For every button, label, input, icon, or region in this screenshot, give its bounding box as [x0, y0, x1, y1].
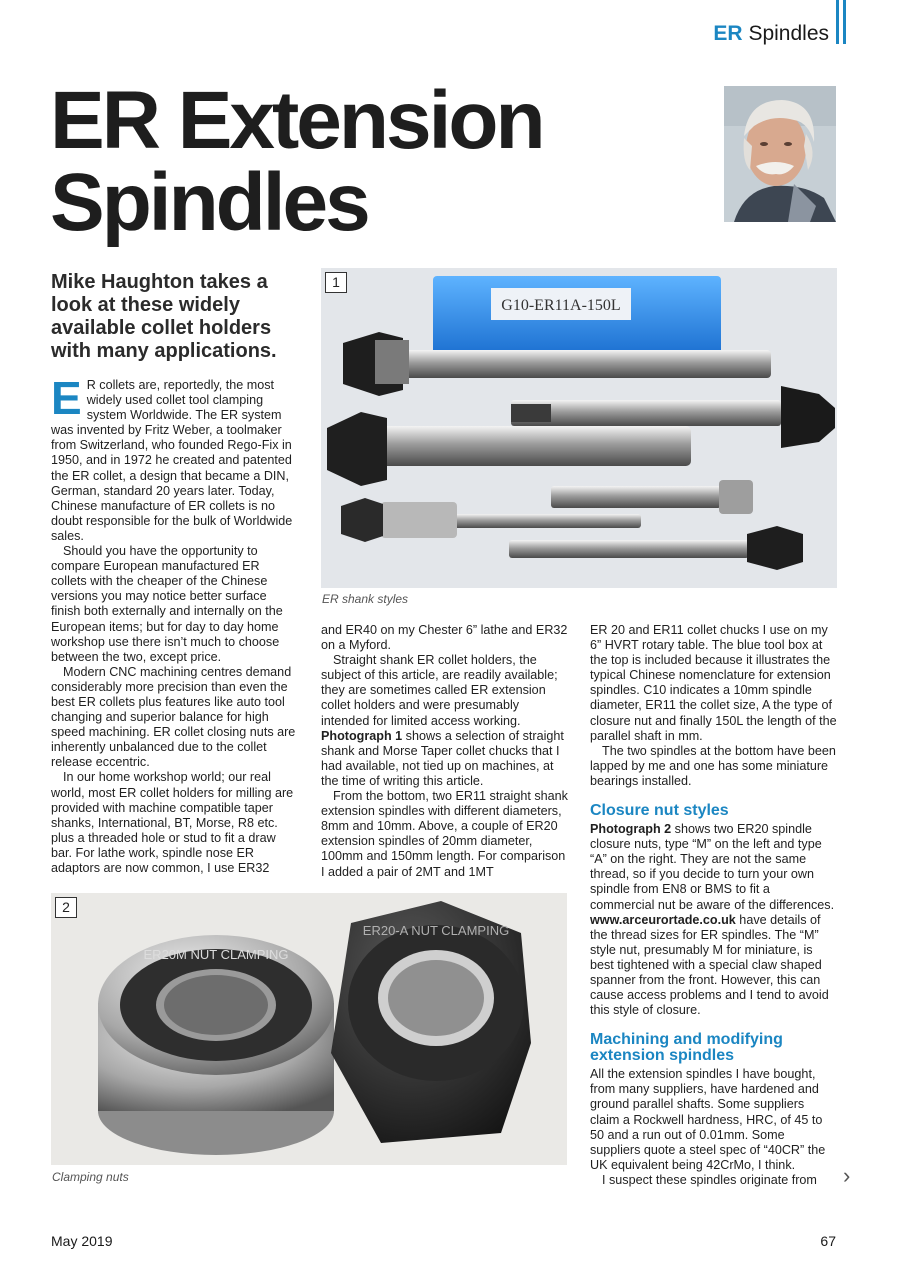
body-paragraph: ER 20 and ER11 collet chucks I use on my 6” HVRT rotary table. The blue tool box at the top is included because it illustrates the typical Chinese nomenclature for extension spindles. C10 indicates a 10mm spindle diameter, ER11 the collet size, A the type of closure nut and finally 150L the length of the parallel shaft in mm. — [590, 623, 837, 743]
photo-2-caption: Clamping nuts — [52, 1170, 129, 1184]
section-tag-accent: ER — [713, 22, 743, 45]
author-portrait — [724, 86, 836, 222]
body-column-1 — [51, 372, 296, 876]
title-line-2: Spindles — [50, 157, 368, 248]
drop-cap: E — [51, 372, 82, 424]
box-label: G10-ER11A-150L — [501, 297, 621, 314]
website-link: www.arceurortade.co.uk — [590, 912, 736, 927]
right-nut-text: ER20-A NUT CLAMPING — [362, 923, 510, 938]
title-line-1: ER Extension — [50, 75, 543, 166]
body-paragraph: In our home workshop world; our real world, most ER collet holders for milling are provided with machine compatible taper shanks, International, BT, Morse, R8 etc. plus a threaded hole or stud to fit a draw bar. For lathe work, spindle nose ER adaptors are now common, I use ER32 — [51, 770, 294, 875]
section-tag-name: Spindles — [748, 22, 829, 45]
standfirst: Mike Haughton takes a look at these widely available collet holders with many applications. — [51, 271, 277, 362]
footer-date: May 2019 — [51, 1233, 113, 1249]
section-tag-bar — [836, 0, 839, 44]
body-paragraph: The two spindles at the bottom have been lapped by me and one has some miniature bearings installed. — [590, 743, 836, 788]
body-column-2 — [321, 623, 569, 880]
footer-page-number: 67 — [820, 1233, 836, 1249]
left-nut-text: ER20M NUT CLAMPING — [143, 947, 289, 962]
body-paragraph: Should you have the opportunity to compare European manufactured ER collets with the cheaper of the Chinese versions you may notice better surface finish both externally and internally on the European items; but for day to day home workshop use there isn’t much to choose between the two, except price. — [51, 544, 283, 664]
body-paragraph: and ER40 on my Chester 6” lathe and ER32 on a Myford. — [321, 623, 568, 653]
body-paragraph: I suspect these spindles originate from — [602, 1172, 817, 1187]
continue-arrow-icon: › — [843, 1163, 851, 1188]
section-tag — [713, 22, 829, 46]
article-title — [50, 75, 650, 248]
photo-2 — [51, 893, 567, 1165]
body-paragraph: From the bottom, two ER11 straight shank extension spindles with different diameters, 8mm and 10mm. Above, a couple of ER20 extension spindles of 20mm diameter, 100mm and 150mm length. For comparison I added a pair of 2MT and 1MT — [321, 789, 568, 879]
photo-1-caption: ER shank styles — [322, 592, 409, 606]
subheading-machining: Machining and modifying extension spindles — [590, 1031, 783, 1065]
section-tag-bar — [843, 0, 846, 44]
body-paragraph: Modern CNC machining centres demand considerably more precision than even the best ER collets plus features like auto tool changing and superior balance for high speed machining. ER collet closing nuts are inherently unbalanced due to the collet release eccentric. — [51, 664, 296, 770]
body-paragraph: Photograph 2 shows two ER20 spindle closure nuts, type “M” on the left and type “A” on the right. They are not the same thread, so if you decide to turn your own spindle from EN8 or BMS to fit a commercial nut be aware of the differences. www.arceurortade.co.uk have details of the thread sizes for ER spindles. The “M” style nut, presumably M for miniature, is best tightened with a special claw shaped spanner from the front. However, this can cause access problems and I tend to avoid this style of closure. — [590, 822, 835, 1018]
photo-number: 1 — [325, 272, 347, 293]
body-paragraph: Straight shank ER collet holders, the subject of this article, are readily available; they are sometimes called ER extension collet holders and were presumably intended for limited access working. Photograph 1 shows a selection of straight shank and Morse Taper collet chucks that I had available, not tied up on machines, at the time of writing this article. — [321, 653, 564, 788]
body-paragraph: E R collets are, reportedly, the most widely used collet tool clamping system Worldwide. The ER system was invented by Fritz Weber, a toolmaker from Switzerland, who founded Rego-Fix in 1950, and in 1972 he created and patented the ER collet, a design that became a DIN, German, standard 20 years later. Today, Chinese manufacture of ER collets is no doubt responsible for the bulk of Worldwide sales. — [51, 372, 293, 543]
body-column-3 — [590, 623, 837, 1188]
body-paragraph: All the extension spindles I have bought, from many suppliers, have hardened and ground parallel shafts. Some suppliers claim a Rockwell hardness, HRC, of 45 to 50 and a run out of 0.01mm. Some suppliers quote a steel spec of “40CR” the UK equivalent being 42CrMo, I think. — [590, 1067, 826, 1172]
photo-1 — [321, 268, 837, 588]
subheading-closure-nut: Closure nut styles — [590, 802, 729, 820]
photo-number: 2 — [55, 897, 77, 918]
